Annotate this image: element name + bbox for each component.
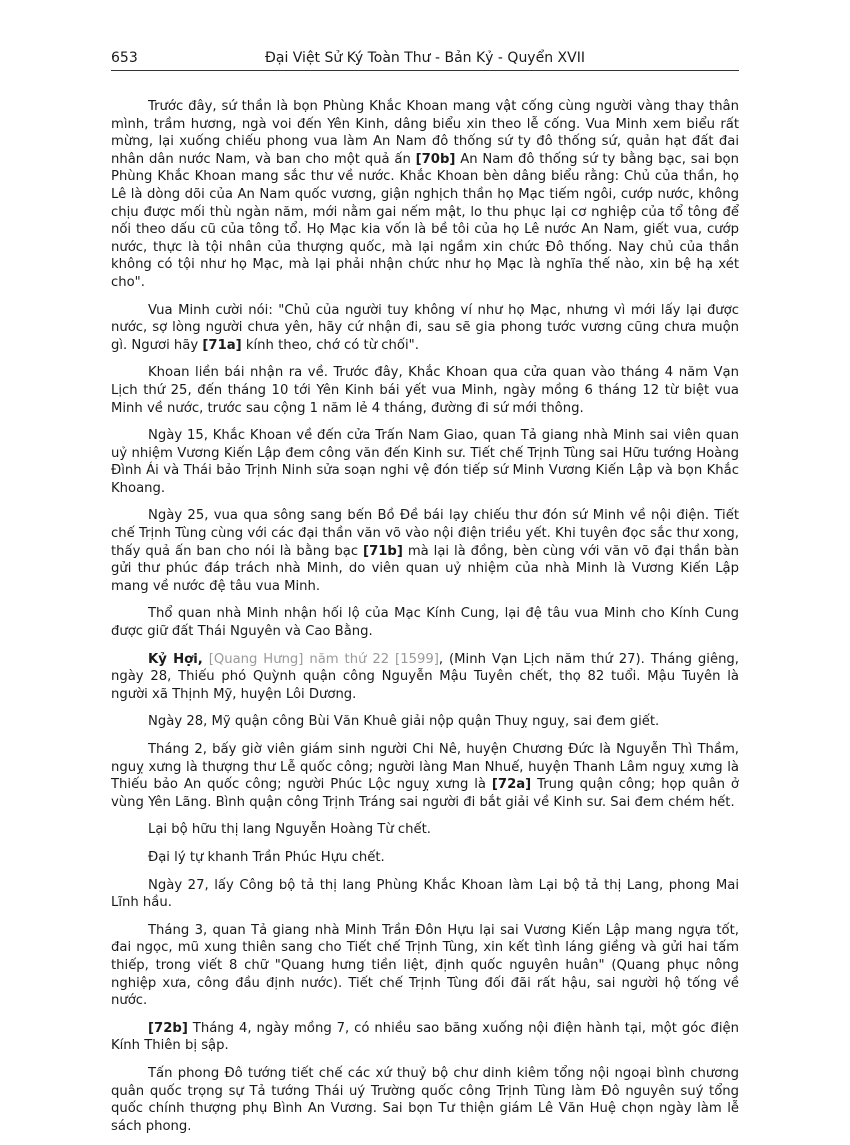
paragraph: Lại bộ hữu thị lang Nguyễn Hoàng Từ chết. bbox=[148, 822, 431, 838]
paragraph bbox=[111, 1020, 739, 1055]
paragraph-text: Trước đây, sứ thần là bọn Phùng Khắc Khoan mang vật cống cùng người vàng thay thân mình, trầm hương, ngà voi đến Yên Kinh, dâng biểu xin theo lễ cống. Vua Minh xem biểu rất mừng, lại xuống chiếu phong vua làm An Nam đô thống sứ ty đô thống sứ, quản hạt đất đai nhân dân nước Nam, và ban cho một quả ấn bbox=[111, 99, 739, 167]
paragraph: Đại lý tự khanh Trần Phúc Hựu chết. bbox=[148, 849, 385, 865]
paragraph: Tháng 3, quan Tả giang nhà Minh Trần Đôn Hựu lại sai Vương Kiến Lập mang ngựa tốt, đai ngọc, mũ xung thiên sang cho Tiết chế Trịnh Tùng, xin kết tình láng giềng và gửi hai tấm thiếp, trong viết 8 chữ "Quang hưng tiền liệt, định quốc nguyên huân" (Quang phục nông nghiệp xưa, công đầu định nước). Tiết chế Trịnh Tùng đối đãi rất hậu, sai người hộ tống về nước. bbox=[111, 922, 739, 1009]
paragraph: Ngày 27, lấy Công bộ tả thị lang Phùng Khắc Khoan làm Lại bộ tả thị Lang, phong Mai Lĩnh hầu. bbox=[111, 877, 739, 911]
paragraph bbox=[111, 651, 739, 704]
year-heading: Kỷ Hợi, bbox=[148, 651, 203, 667]
paragraph bbox=[111, 741, 739, 811]
folio-marker: [72a] bbox=[491, 777, 532, 793]
paragraph-text: Tháng 2, bấy giờ viên giám sinh người Chi Nê, huyện Chương Đức là Nguyễn Thì Thầm, nguỵ xưng là thượng thư Lễ quốc công; người làng Man Nhuế, huyện Thanh Lâm nguỵ xưng là Thiếu bảo An quốc công; người Phúc Lộc nguỵ xưng là bbox=[111, 742, 739, 793]
running-title: Đại Việt Sử Ký Toàn Thư - Bản Kỷ - Quyển XVII bbox=[265, 50, 585, 66]
paragraph-text: Tháng 4, ngày mồng 7, có nhiều sao băng xuống nội điện hành tại, một góc điện Kính Thiên bị sập. bbox=[111, 1020, 739, 1054]
folio-marker: [72b] bbox=[148, 1020, 188, 1036]
paragraph-text: Ngày 25, vua qua sông sang bến Bồ Đề bái lạy chiếu thư đón sứ Minh về nội điện. Tiết chế Trịnh Tùng cùng với các đại thần văn võ vào nội điện triều yết. Khi tuyên đọc sắc thư xong, thấy quả ấn ban cho nói là bằng bạc bbox=[111, 508, 739, 559]
paragraph-text: kính theo, chớ có từ chối". bbox=[241, 337, 419, 353]
paragraph-text: , (Minh Vạn Lịch năm thứ 27). Tháng giêng, ngày 28, Thiếu phó Quỳnh quận công Nguyễn Mậu Tuyên chết, thọ 82 tuổi. Mậu Tuyên là người xã Thịnh Mỹ, huyện Lôi Dương. bbox=[111, 651, 739, 702]
page-header bbox=[111, 49, 739, 69]
folio-marker: [70b] bbox=[415, 151, 456, 167]
paragraph-text: An Nam đô thống sứ ty bằng bạc, sai bọn Phùng Khắc Khoan mang sắc thư về nước. Khắc Khoan bèn dâng biểu rằng: Chủ của thần, họ Lê là dòng dõi của An Nam quốc vương, giận nghịch thần họ Mạc tiếm ngôi, cướp nước, không chịu được mối thù ngàn năm, mới nằm gai nếm mật, lo thu phục lại cơ nghiệp của tổ tông để nối theo dấu cũ của tông tổ. Họ Mạc kia vốn là bề tôi của họ Lê nước An Nam, giết vua, cướp nước, thực là tội nhân của thượng quốc, mà lại ngầm xin chức Đô thống. Nay chủ của thần không có tội như họ Mạc, mà lại phải nhận chức như họ Mạc là nghĩa thế nào, xin bệ hạ xét cho". bbox=[111, 151, 739, 290]
paragraph: Khoan liền bái nhận ra về. Trước đây, Khắc Khoan qua cửa quan vào tháng 4 năm Vạn Lịch thứ 25, đến tháng 10 tới Yên Kinh bái yết vua Minh, ngày mồng 6 tháng 12 từ biệt vua Minh về nước, trước sau cộng 1 năm lẻ 4 tháng, đường đi sứ mới thông. bbox=[111, 365, 739, 416]
paragraph-text: mà lại là đồng, bèn cùng với văn võ đại thần bàn gửi thư phúc đáp trách nhà Minh, do viên quan uỷ nhiệm của nhà Minh là Vương Kiến Lập mang về nước đệ tâu vua Minh. bbox=[111, 543, 739, 594]
paragraph bbox=[111, 302, 739, 355]
folio-marker: [71b] bbox=[363, 543, 403, 559]
page-body bbox=[111, 98, 739, 1145]
page-number: 653 bbox=[111, 50, 138, 66]
paragraph bbox=[111, 98, 739, 292]
folio-marker: [71a] bbox=[202, 337, 242, 353]
paragraph-text: Vua Minh cười nói: "Chủ của người tuy không ví như họ Mạc, nhưng vì mới lấy lại được nước, sợ lòng người chưa yên, hãy cứ nhận đi, sau sẽ gia phong tước vương cũng chưa muộn gì. Ngươi hãy bbox=[111, 302, 739, 353]
paragraph-text: Trung quận công; họp quân ở vùng Yên Lãng. Bình quận công Trịnh Tráng sai người đi bắt giải về Kinh sư. Sai đem chém hết. bbox=[111, 777, 739, 810]
era-note: [Quang Hưng] năm thứ 22 [1599] bbox=[208, 651, 439, 667]
header-rule bbox=[111, 70, 739, 71]
paragraph: Ngày 15, Khắc Khoan về đến cửa Trấn Nam Giao, quan Tả giang nhà Minh sai viên quan uỷ nhiệm Vương Kiến Lập đem công văn đến Kinh sư. Tiết chế Trịnh Tùng sai Hữu tướng Hoàng Đình Ái và Thái bảo Trịnh Ninh sửa soạn nghi vệ đón tiếp sứ Minh Vương Kiến Lập và bọn Khắc Khoang. bbox=[111, 428, 739, 496]
paragraph: Tấn phong Đô tướng tiết chế các xứ thuỷ bộ chư dinh kiêm tổng nội ngoại bình chương quân quốc trọng sự Tả tướng Thái uý Trường quốc công Trịnh Tùng làm Đô nguyên suý tổng quốc chính thượng phụ Bình An Vương. Sai bọn Tư thiện giám Lê Văn Huệ chọn ngày làm lễ sách phong. bbox=[111, 1065, 739, 1134]
paragraph: Thổ quan nhà Minh nhận hối lộ của Mạc Kính Cung, lại đệ tâu vua Minh cho Kính Cung được giữ đất Thái Nguyên và Cao Bằng. bbox=[111, 606, 739, 640]
paragraph bbox=[111, 507, 739, 595]
paragraph: Ngày 28, Mỹ quận công Bùi Văn Khuê giải nộp quận Thuỵ nguỵ, sai đem giết. bbox=[148, 714, 660, 730]
